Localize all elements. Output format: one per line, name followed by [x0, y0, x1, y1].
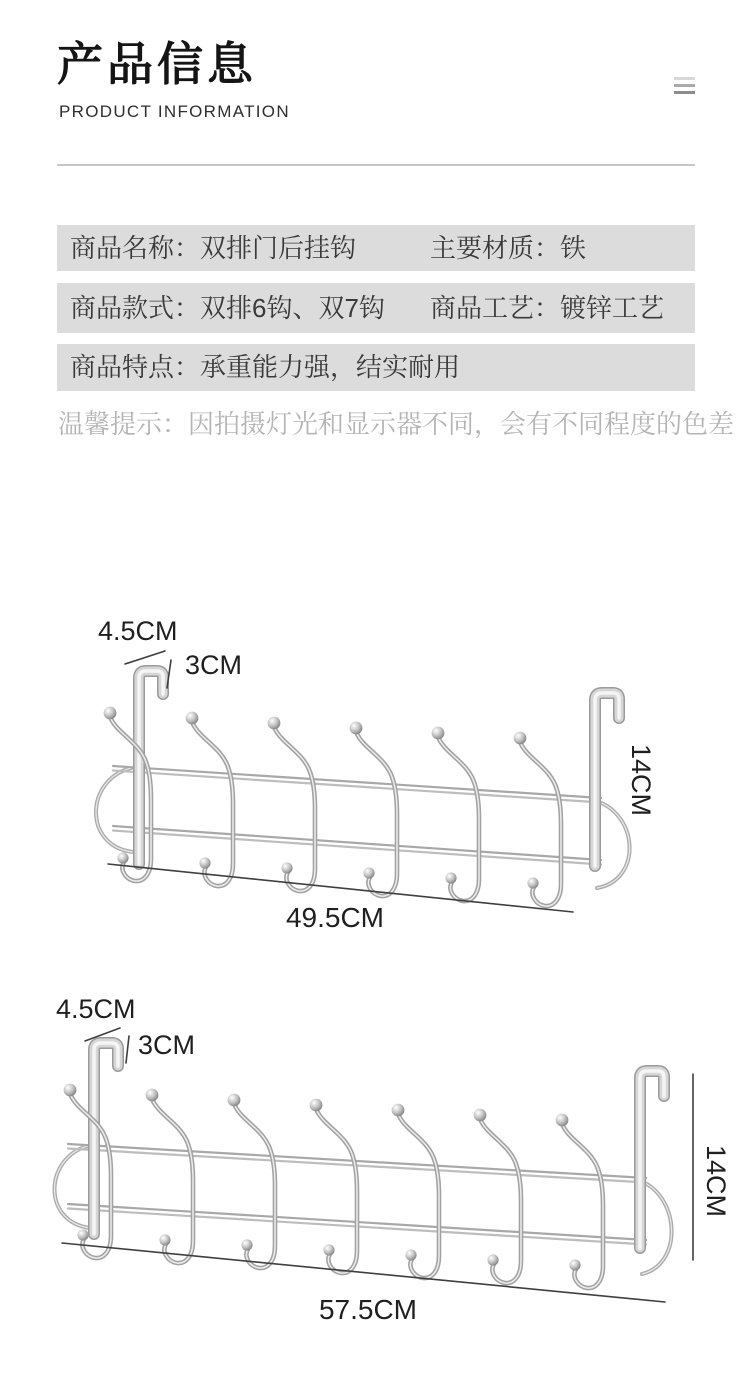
list-line-1	[674, 77, 695, 80]
list-lines-icon	[674, 77, 695, 98]
door-bracket-right	[595, 693, 619, 866]
spec-row-style-craft	[57, 283, 695, 333]
door-bracket-right	[640, 1071, 664, 1248]
dimension-label-length: 49.5CM	[285, 902, 385, 933]
dimension-label-height: 14CM	[626, 744, 656, 817]
hooks-row	[104, 707, 561, 906]
page-subtitle: PRODUCT INFORMATION	[59, 102, 290, 121]
spec-style: 商品款式：双排6钩、双7钩	[70, 293, 385, 323]
spec-feature: 商品特点：承重能力强，结实耐用	[70, 352, 461, 382]
hook-rack-6-diagram	[55, 598, 675, 943]
hooks-row	[64, 1084, 603, 1288]
page-title: 产品信息	[57, 38, 257, 90]
hook	[350, 722, 397, 896]
dimension-label-bracket-depth: 3CM	[138, 1030, 196, 1060]
spec-material: 主要材质：铁	[430, 233, 587, 263]
hook-rack-7-diagram	[30, 978, 730, 1340]
hook	[432, 727, 479, 901]
hook	[474, 1109, 521, 1283]
bracket-depth-tick	[126, 1036, 129, 1063]
hook-rack-6-illustration	[55, 598, 675, 943]
color-difference-notice: 温馨提示：因拍摄灯光和显示器不同，会有不同程度的色差	[58, 409, 735, 439]
dimension-label-length: 57.5CM	[318, 1294, 418, 1325]
hook	[64, 1084, 111, 1258]
hook	[514, 732, 561, 906]
hook	[146, 1089, 193, 1263]
dimension-label-bracket-width: 4.5CM	[98, 616, 178, 646]
hook	[186, 712, 233, 886]
hook-rack-7-illustration	[30, 978, 730, 1340]
hook	[228, 1094, 275, 1268]
hook	[392, 1104, 439, 1278]
spec-product-name: 商品名称：双排门后挂钩	[70, 233, 357, 263]
section-divider	[57, 164, 695, 166]
spec-craft: 商品工艺：镀锌工艺	[430, 293, 665, 323]
hook	[556, 1114, 603, 1288]
list-line-2	[674, 84, 695, 87]
dimension-label-bracket-width: 4.5CM	[56, 994, 136, 1024]
spec-row-feature	[57, 344, 695, 391]
rails	[113, 766, 601, 865]
list-line-3	[674, 91, 695, 94]
hook	[310, 1099, 357, 1273]
dimension-label-bracket-depth: 3CM	[185, 650, 243, 680]
hook	[268, 717, 315, 891]
dimension-label-height: 14CM	[701, 1145, 731, 1218]
bracket-width-tick	[125, 651, 165, 664]
spec-row-name-material	[57, 225, 695, 271]
